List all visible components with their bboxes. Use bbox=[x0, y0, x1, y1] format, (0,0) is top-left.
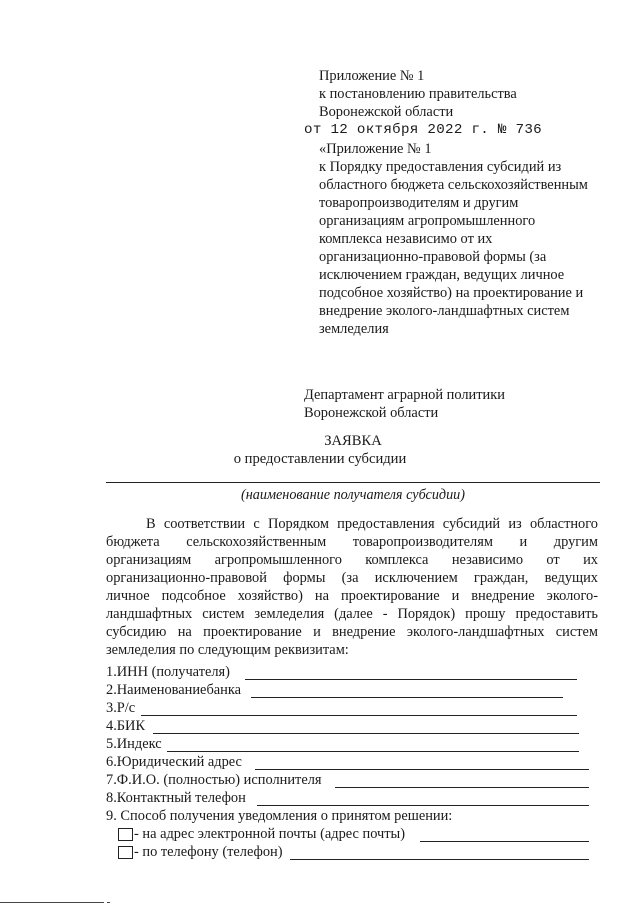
footnote-separator bbox=[0, 902, 104, 903]
phone-option-label: - по телефону (телефон) bbox=[134, 844, 283, 860]
document-title: ЗАЯВКА bbox=[324, 433, 382, 449]
appendix-line: товаропроизводителям и другим bbox=[319, 195, 519, 211]
field-index-label: 5.Индекс bbox=[106, 736, 162, 752]
appendix-line: исключением граждан, ведущих личное bbox=[319, 267, 565, 283]
field-account-label: 3.Р/с bbox=[106, 700, 136, 716]
paragraph-line: ландшафтных систем земледелия (далее - Порядок) прошу предоставить bbox=[106, 606, 598, 622]
paragraph-line: личное подсобное хозяйство) на проектирование и внедрение эколого- bbox=[106, 588, 598, 604]
email-address-input[interactable] bbox=[420, 841, 589, 842]
appendix-line: внедрение эколого-ландшафтных систем bbox=[319, 303, 570, 319]
field-bank-input[interactable] bbox=[251, 697, 563, 698]
field-inn-label: 1.ИНН (получателя) bbox=[106, 664, 230, 680]
recipient-line: Воронежской области bbox=[304, 405, 439, 421]
appendix-line: к постановлению правительства bbox=[319, 86, 517, 102]
paragraph-line: субсидию на проектирование и внедрение эколого-ландшафтных систем bbox=[106, 624, 598, 640]
appendix-line: организационно-правовой формы (за bbox=[319, 249, 547, 265]
notification-label: 9. Способ получения уведомления о принятом решении: bbox=[106, 808, 453, 824]
field-phone-label: 8.Контактный телефон bbox=[106, 790, 246, 806]
appendix-line: Приложение № 1 bbox=[319, 68, 425, 84]
field-address-input[interactable] bbox=[255, 769, 589, 770]
paragraph-line: бюджета сельскохозяйственным товаропроизводителям и другим bbox=[106, 534, 598, 550]
paragraph-line: земледелия по следующим реквизитам: bbox=[106, 642, 349, 658]
field-index-input[interactable] bbox=[167, 751, 579, 752]
appendix-line: Воронежской области bbox=[319, 104, 454, 120]
appendix-line: к Порядку предоставления субсидий из bbox=[319, 159, 562, 175]
email-checkbox[interactable] bbox=[118, 828, 133, 841]
phone-number-input[interactable] bbox=[290, 859, 589, 860]
field-inn-input[interactable] bbox=[245, 679, 577, 680]
appendix-line: организациям агропромышленного bbox=[319, 213, 536, 229]
appendix-line: подсобное хозяйство) на проектирование и bbox=[319, 285, 584, 301]
field-bik-label: 4.БИК bbox=[106, 718, 146, 734]
recipient-line: Департамент аграрной политики bbox=[304, 387, 505, 403]
appendix-line: «Приложение № 1 bbox=[319, 141, 432, 157]
field-phone-input[interactable] bbox=[257, 805, 589, 806]
field-bank-label: 2.Наименованиебанка bbox=[106, 682, 242, 698]
paragraph-line: В соответствии с Порядком предоставления субсидий из областного bbox=[146, 516, 598, 532]
appendix-line: комплекса независимо от их bbox=[319, 231, 493, 247]
decree-date-number: от 12 октября 2022 г. № 736 bbox=[304, 122, 542, 138]
footnote-separator-dot bbox=[107, 902, 110, 903]
appendix-line: земледелия bbox=[319, 321, 389, 337]
applicant-name-line[interactable] bbox=[106, 482, 600, 483]
appendix-line: областного бюджета сельскохозяйственным bbox=[319, 177, 588, 193]
email-option-label: - на адрес электронной почты (адрес почты) bbox=[134, 826, 406, 842]
paragraph-line: организациям агропромышленного комплекса независимо от их bbox=[106, 552, 598, 568]
field-bik-input[interactable] bbox=[153, 733, 579, 734]
field-executor-label: 7.Ф.И.О. (полностью) исполнителя bbox=[106, 772, 322, 788]
field-executor-input[interactable] bbox=[335, 787, 589, 788]
document-subtitle: о предоставлении субсидии bbox=[233, 451, 407, 467]
field-address-label: 6.Юридический адрес bbox=[106, 754, 242, 770]
paragraph-line: организационно-правовой формы (за исключением граждан, ведущих bbox=[106, 570, 598, 586]
field-account-input[interactable] bbox=[141, 715, 577, 716]
phone-checkbox[interactable] bbox=[118, 846, 133, 859]
applicant-caption: (наименование получателя субсидии) bbox=[241, 487, 465, 503]
